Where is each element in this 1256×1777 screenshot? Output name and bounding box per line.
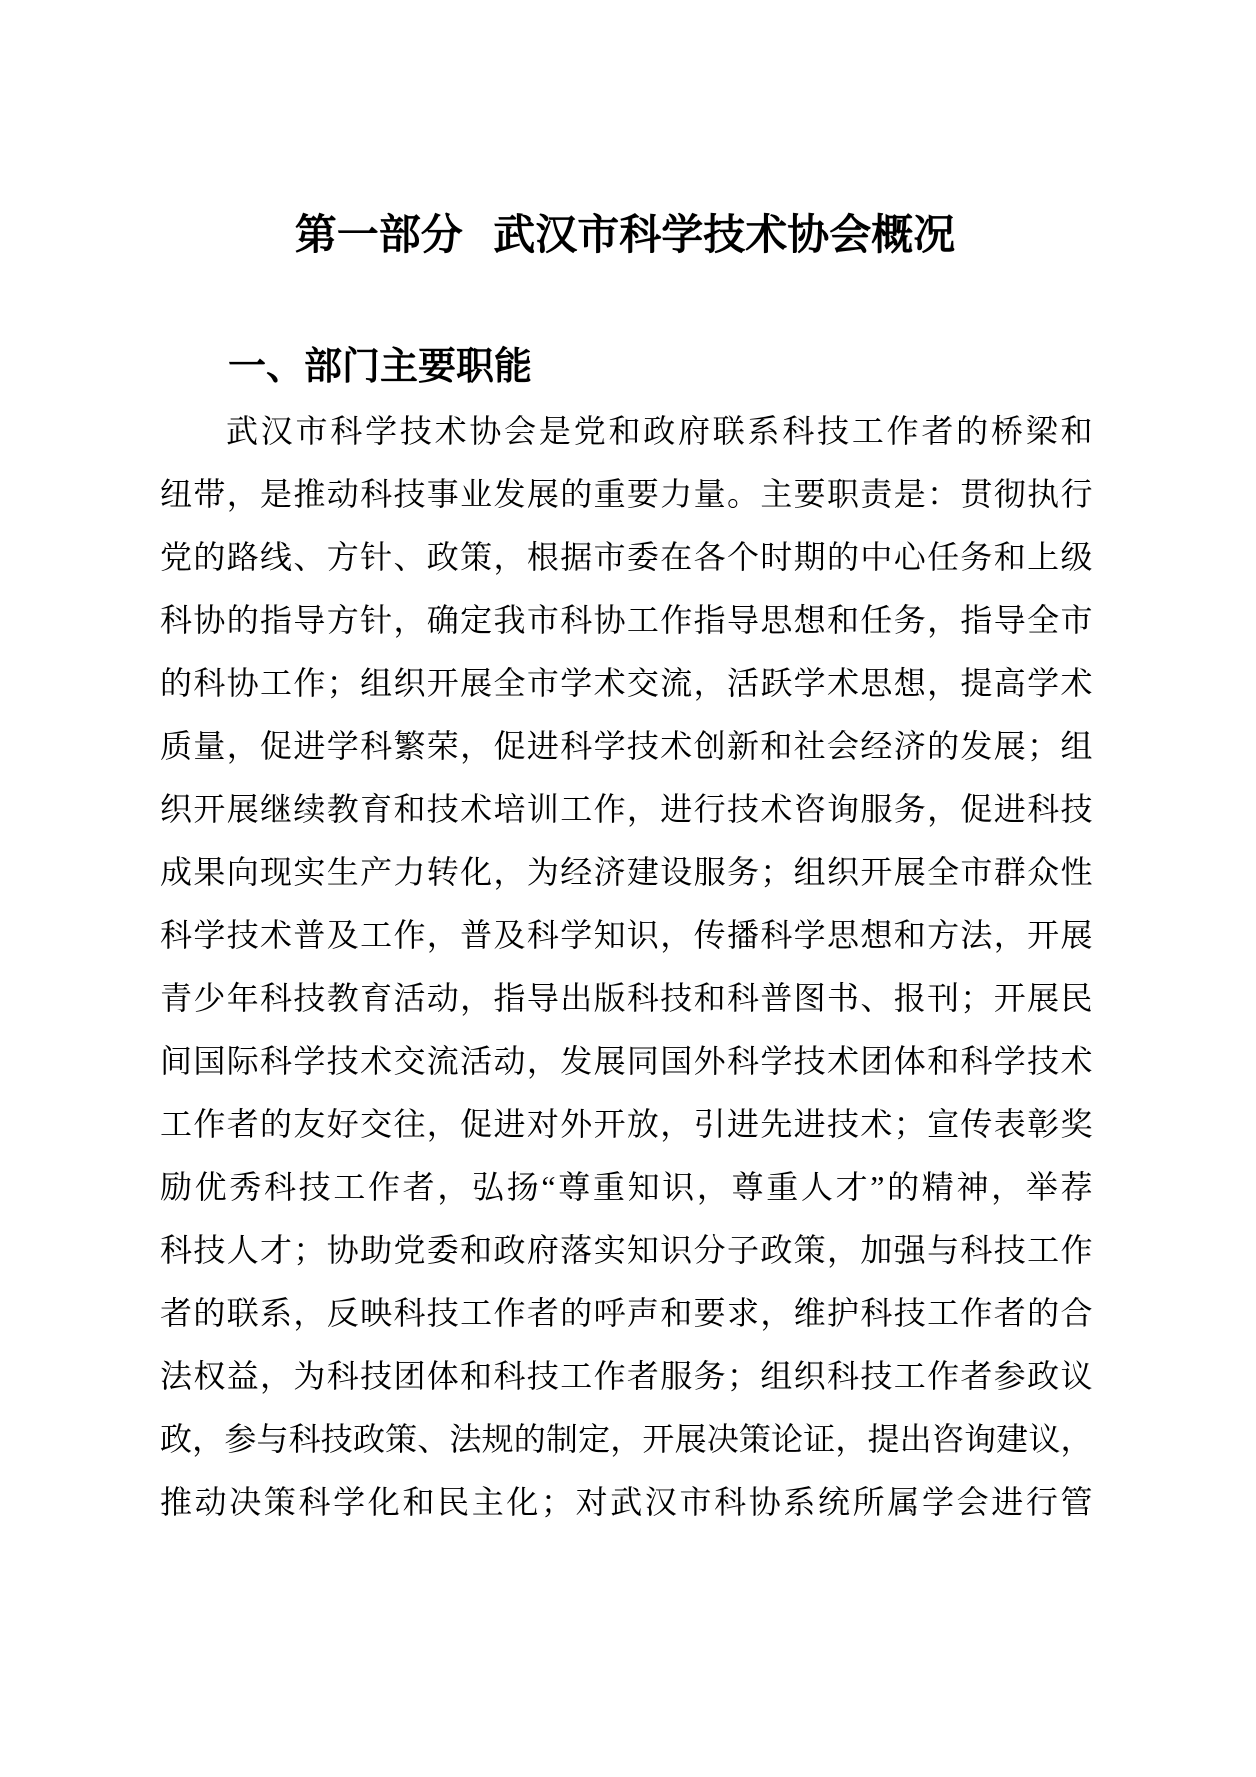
paragraph-line: 法权益，为科技团体和科技工作者服务；组织科技工作者参政议 <box>160 1358 1092 1394</box>
paragraph-line: 质量，促进学科繁荣，促进科学技术创新和社会经济的发展；组 <box>160 728 1092 764</box>
paragraph-line: 推动决策科学化和民主化；对武汉市科协系统所属学会进行管 <box>160 1484 1092 1520</box>
paragraph-line: 工作者的友好交往，促进对外开放，引进先进技术；宣传表彰奖 <box>160 1106 1092 1142</box>
paragraph-line: 励优秀科技工作者，弘扬“尊重知识，尊重人才”的精神，举荐 <box>160 1169 1092 1205</box>
paragraph-line: 青少年科技教育活动，指导出版科技和科普图书、报刊；开展民 <box>160 980 1092 1016</box>
paragraph-line: 党的路线、方针、政策，根据市委在各个时期的中心任务和上级 <box>160 539 1092 575</box>
paragraph-line: 者的联系，反映科技工作者的呼声和要求，维护科技工作者的合 <box>160 1295 1092 1331</box>
paragraph-line: 政，参与科技政策、法规的制定，开展决策论证，提出咨询建议， <box>160 1421 1092 1457</box>
paragraph-line: 的科协工作；组织开展全市学术交流，活跃学术思想，提高学术 <box>160 665 1092 701</box>
paragraph-line: 织开展继续教育和技术培训工作，进行技术咨询服务，促进科技 <box>160 791 1092 827</box>
paragraph-line: 科协的指导方针，确定我市科协工作指导思想和任务，指导全市 <box>160 602 1092 638</box>
paragraph-line: 成果向现实生产力转化，为经济建设服务；组织开展全市群众性 <box>160 854 1092 890</box>
section-heading: 一、部门主要职能 <box>228 346 533 388</box>
document-title: 第一部分 武汉市科学技术协会概况 <box>294 213 956 259</box>
paragraph-line: 武汉市科学技术协会是党和政府联系科技工作者的桥梁和 <box>226 413 1092 449</box>
paragraph-line: 间国际科学技术交流活动，发展同国外科学技术团体和科学技术 <box>160 1043 1092 1079</box>
body-paragraph <box>160 400 1092 1534</box>
paragraph-line: 科技人才；协助党委和政府落实知识分子政策，加强与科技工作 <box>160 1232 1092 1268</box>
paragraph-line: 科学技术普及工作，普及科学知识，传播科学思想和方法，开展 <box>160 917 1092 953</box>
paragraph-line: 纽带，是推动科技事业发展的重要力量。主要职责是：贯彻执行 <box>160 476 1092 512</box>
